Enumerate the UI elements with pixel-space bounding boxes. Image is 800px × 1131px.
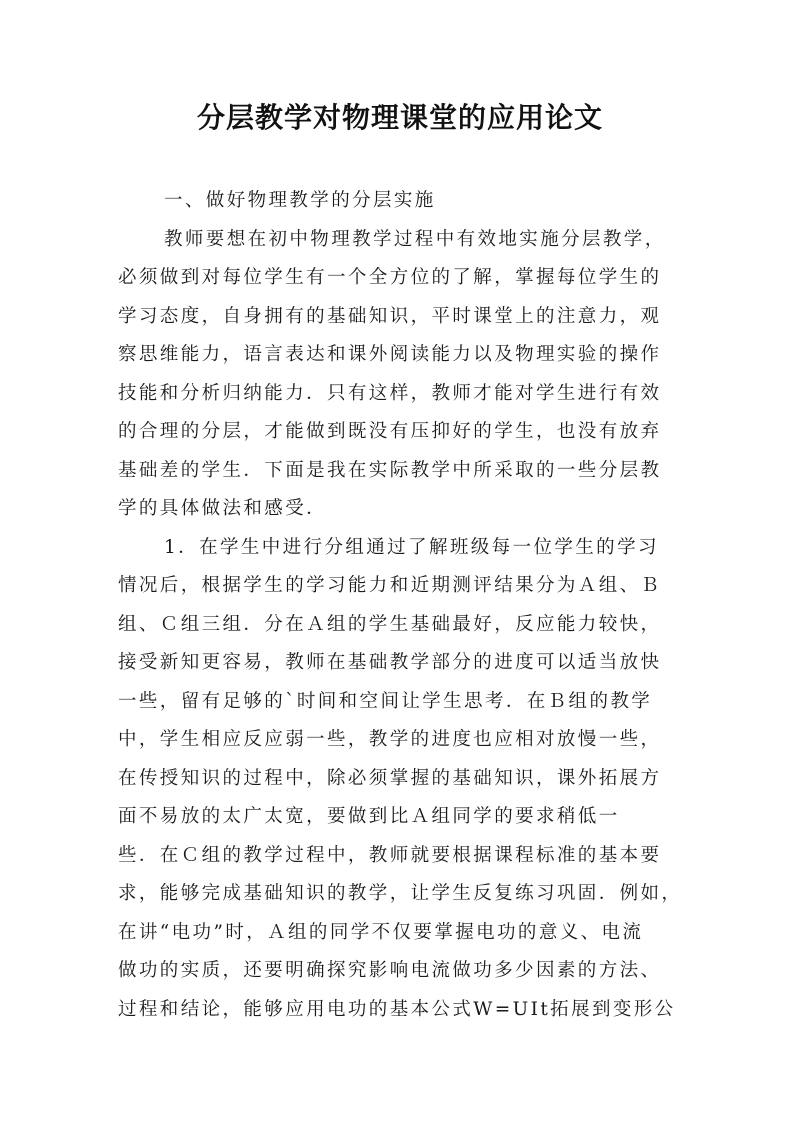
paragraph-line: 一些，留有足够的`时间和空间让学生思考．在Ｂ组的教学	[118, 690, 653, 712]
paragraph-line: 情况后，根据学生的学习能力和近期测评结果分为Ａ组、Ｂ	[118, 575, 662, 596]
paragraph-line: 中，学生相应反应弱一些，教学的进度也应相对放慢一些，	[118, 729, 662, 750]
paragraph-line: 在讲“电功”时，Ａ组的同学不仅要掌握电功的意义、电流	[118, 921, 644, 943]
paragraph-line: 做功的实质，还要明确探究影响电流做功多少因素的方法、	[118, 960, 662, 981]
section-heading: 一、做好物理教学的分层实施	[164, 190, 436, 211]
paragraph-line: 学习态度，自身拥有的基础知识，平时课堂上的注意力，观	[118, 305, 662, 327]
paragraph-line: 求，能够完成基础知识的教学，让学生反复练习巩固．例如，	[118, 883, 683, 904]
paragraph-line: 接受新知更容易，教师在基础教学部分的进度可以适当放快	[118, 652, 662, 673]
paragraph-line: 在传授知识的过程中，除必须掌握的基础知识，课外拓展方	[118, 767, 662, 789]
paragraph-line: 技能和分析归纳能力．只有这样，教师才能对学生进行有效	[118, 382, 662, 404]
paragraph-line: 察思维能力，语言表达和课外阅读能力以及物理实验的操作	[118, 344, 662, 365]
paragraph-line: 面不易放的太广太宽，要做到比Ａ组同学的要求稍低一	[118, 806, 620, 827]
paragraph-line: 组、Ｃ组三组．分在Ａ组的学生基础最好，反应能力较快，	[118, 613, 662, 635]
paragraph-line: 必须做到对每位学生有一个全方位的了解，掌握每位学生的	[118, 267, 662, 288]
document-body	[118, 182, 696, 1029]
paragraph-line: 基础差的学生．下面是我在实际教学中所采取的一些分层教	[118, 459, 662, 481]
paragraph-line: 学的具体做法和感受．	[118, 498, 328, 519]
paragraph-line: 些．在Ｃ组的教学过程中，教师就要根据课程标准的基本要	[118, 844, 662, 866]
paragraph-line: 教师要想在初中物理教学过程中有效地实施分层教学，	[164, 228, 666, 250]
paragraph-line: 的合理的分层，才能做到既没有压抑好的学生，也没有放弃	[118, 421, 662, 442]
paragraph-line: 过程和结论，能够应用电功的基本公式W=UIt拓展到变形公	[118, 998, 676, 1020]
paragraph-line: 1．在学生中进行分组通过了解班级每一位学生的学习	[164, 536, 659, 558]
document-title: 分层教学对物理课堂的应用论文	[196, 101, 603, 134]
